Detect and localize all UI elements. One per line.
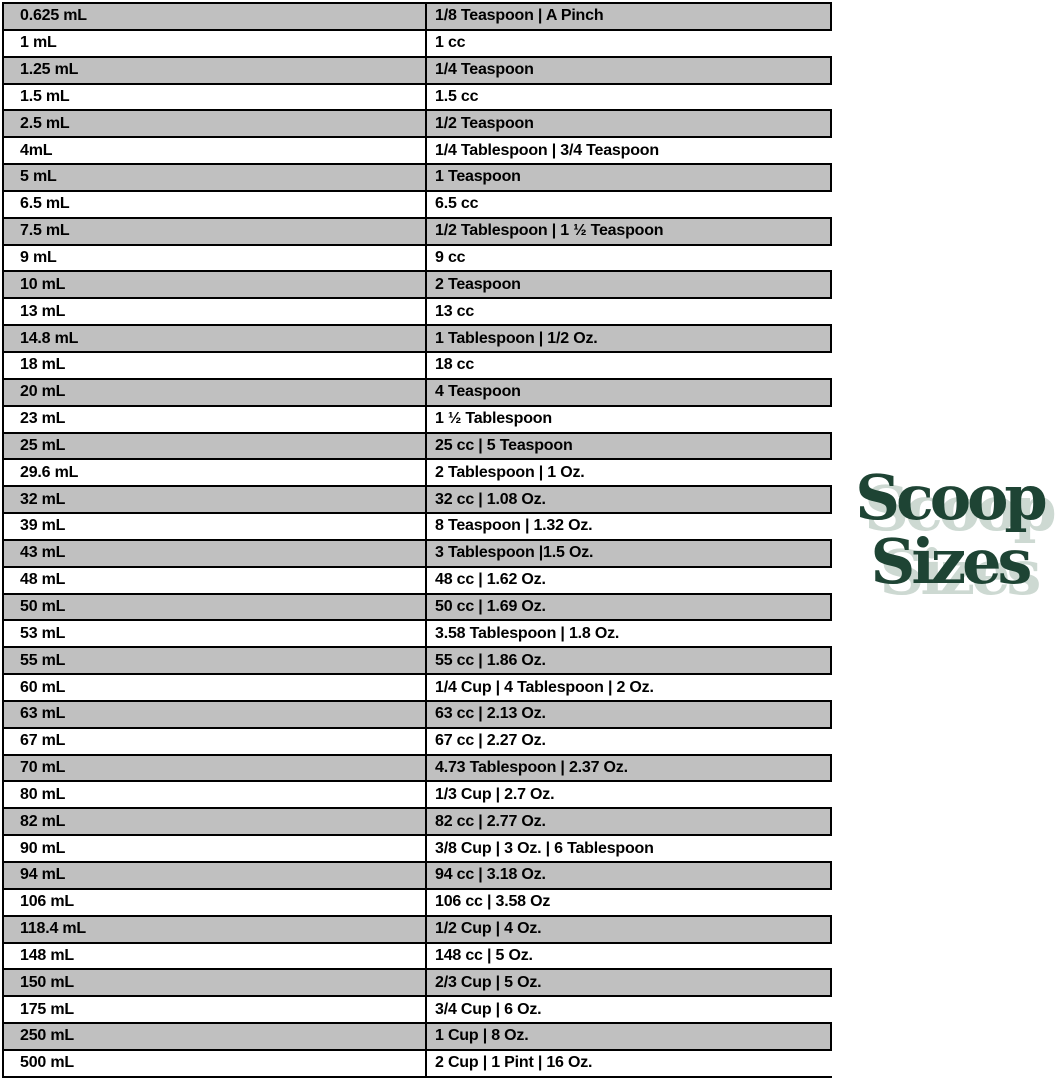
equivalent-cell: 1 Tablespoon | 1/2 Oz. [435,329,598,347]
ml-cell: 32 mL [4,487,427,512]
table-row [2,4,832,31]
table-row [2,944,832,971]
equivalent-cell: 4 Teaspoon [435,383,521,401]
ml-cell: 13 mL [4,299,427,324]
table-row [2,192,832,219]
table-row [2,756,832,783]
equivalent-cell: 106 cc | 3.58 Oz [435,893,551,911]
table-row [2,675,832,702]
ml-cell: 1.25 mL [4,58,427,83]
ml-cell: 0.625 mL [4,4,427,29]
table-row [2,111,832,138]
equivalent-cell: 1/8 Teaspoon | A Pinch [435,7,604,25]
table-row [2,729,832,756]
equivalent-cell: 3/4 Cup | 6 Oz. [435,1000,542,1018]
equivalent-cell: 3.58 Tablespoon | 1.8 Oz. [435,624,620,642]
ml-cell: 18 mL [4,353,427,378]
ml-cell: 4mL [4,138,427,163]
logo-line2: Sizes [870,525,1029,598]
ml-cell: 82 mL [4,809,427,834]
table-row [2,568,832,595]
ml-cell: 14.8 mL [4,326,427,351]
ml-cell: 23 mL [4,407,427,432]
logo-line1: Scoop [855,461,1044,534]
table-row [2,809,832,836]
table-row [2,434,832,461]
ml-cell: 106 mL [4,890,427,915]
equivalent-cell: 2/3 Cup | 5 Oz. [435,973,542,991]
table-row [2,246,832,273]
table-row [2,621,832,648]
table-row [2,1051,832,1078]
ml-cell: 500 mL [4,1051,427,1076]
ml-cell: 20 mL [4,380,427,405]
ml-cell: 53 mL [4,621,427,646]
equivalent-cell: 1/4 Cup | 4 Tablespoon | 2 Oz. [435,678,654,696]
ml-cell: 25 mL [4,434,427,459]
ml-cell: 148 mL [4,944,427,969]
equivalent-cell: 82 cc | 2.77 Oz. [435,812,546,830]
equivalent-cell: 13 cc [435,302,475,320]
ml-cell: 175 mL [4,997,427,1022]
ml-cell: 118.4 mL [4,917,427,942]
ml-cell: 94 mL [4,863,427,888]
table-row [2,836,832,863]
equivalent-cell: 1/4 Tablespoon | 3/4 Teaspoon [435,141,659,159]
ml-cell: 9 mL [4,246,427,271]
equivalent-cell: 1/4 Teaspoon [435,61,534,79]
equivalent-cell: 48 cc | 1.62 Oz. [435,571,546,589]
equivalent-cell: 1/2 Tablespoon | 1 ½ Teaspoon [435,222,664,240]
table-row [2,272,832,299]
ml-cell: 1.5 mL [4,85,427,110]
table-row [2,407,832,434]
equivalent-cell: 8 Teaspoon | 1.32 Oz. [435,517,593,535]
table-row [2,460,832,487]
conversion-table [2,2,832,1078]
ml-cell: 43 mL [4,541,427,566]
ml-cell: 2.5 mL [4,111,427,136]
equivalent-cell: 2 Cup | 1 Pint | 16 Oz. [435,1054,593,1072]
table-row [2,541,832,568]
ml-cell: 250 mL [4,1024,427,1049]
table-row [2,782,832,809]
ml-cell: 63 mL [4,702,427,727]
table-row [2,890,832,917]
equivalent-cell: 2 Tablespoon | 1 Oz. [435,463,585,481]
ml-cell: 29.6 mL [4,460,427,485]
table-row [2,353,832,380]
table-row [2,31,832,58]
ml-cell: 10 mL [4,272,427,297]
table-row [2,702,832,729]
ml-cell: 150 mL [4,970,427,995]
equivalent-cell: 18 cc [435,356,475,374]
table-row [2,595,832,622]
table-row [2,138,832,165]
ml-cell: 48 mL [4,568,427,593]
equivalent-cell: 4.73 Tablespoon | 2.37 Oz. [435,759,628,777]
equivalent-cell: 9 cc [435,249,466,267]
table-row [2,917,832,944]
ml-cell: 90 mL [4,836,427,861]
table-row [2,299,832,326]
table-row [2,58,832,85]
equivalent-cell: 25 cc | 5 Teaspoon [435,436,573,454]
table-row [2,380,832,407]
equivalent-cell: 1/2 Teaspoon [435,114,534,132]
ml-cell: 5 mL [4,165,427,190]
ml-cell: 55 mL [4,648,427,673]
ml-cell: 67 mL [4,729,427,754]
equivalent-cell: 1/3 Cup | 2.7 Oz. [435,785,555,803]
equivalent-cell: 67 cc | 2.27 Oz. [435,732,546,750]
table-row [2,514,832,541]
equivalent-cell: 32 cc | 1.08 Oz. [435,490,546,508]
equivalent-cell: 1 Cup | 8 Oz. [435,1027,529,1045]
ml-cell: 80 mL [4,782,427,807]
equivalent-cell: 3/8 Cup | 3 Oz. | 6 Tablespoon [435,839,654,857]
ml-cell: 39 mL [4,514,427,539]
table-row [2,165,832,192]
table-row [2,648,832,675]
equivalent-cell: 63 cc | 2.13 Oz. [435,705,546,723]
table-row [2,326,832,353]
equivalent-cell: 6.5 cc [435,195,479,213]
equivalent-cell: 3 Tablespoon |1.5 Oz. [435,544,594,562]
equivalent-cell: 1.5 cc [435,87,479,105]
ml-cell: 70 mL [4,756,427,781]
equivalent-cell: 2 Teaspoon [435,275,521,293]
table-row [2,1024,832,1051]
equivalent-cell: 55 cc | 1.86 Oz. [435,651,546,669]
scoop-sizes-logo [836,461,1063,598]
table-row [2,997,832,1024]
equivalent-cell: 94 cc | 3.18 Oz. [435,866,546,884]
equivalent-cell: 1/2 Cup | 4 Oz. [435,920,542,938]
equivalent-cell: 50 cc | 1.69 Oz. [435,597,546,615]
table-row [2,970,832,997]
table-row [2,219,832,246]
equivalent-cell: 1 ½ Tablespoon [435,410,552,428]
ml-cell: 7.5 mL [4,219,427,244]
equivalent-cell: 1 cc [435,34,466,52]
equivalent-cell: 148 cc | 5 Oz. [435,946,533,964]
table-row [2,863,832,890]
equivalent-cell: 1 Teaspoon [435,168,521,186]
table-row [2,487,832,514]
ml-cell: 6.5 mL [4,192,427,217]
ml-cell: 50 mL [4,595,427,620]
ml-cell: 60 mL [4,675,427,700]
ml-cell: 1 mL [4,31,427,56]
table-row [2,85,832,112]
